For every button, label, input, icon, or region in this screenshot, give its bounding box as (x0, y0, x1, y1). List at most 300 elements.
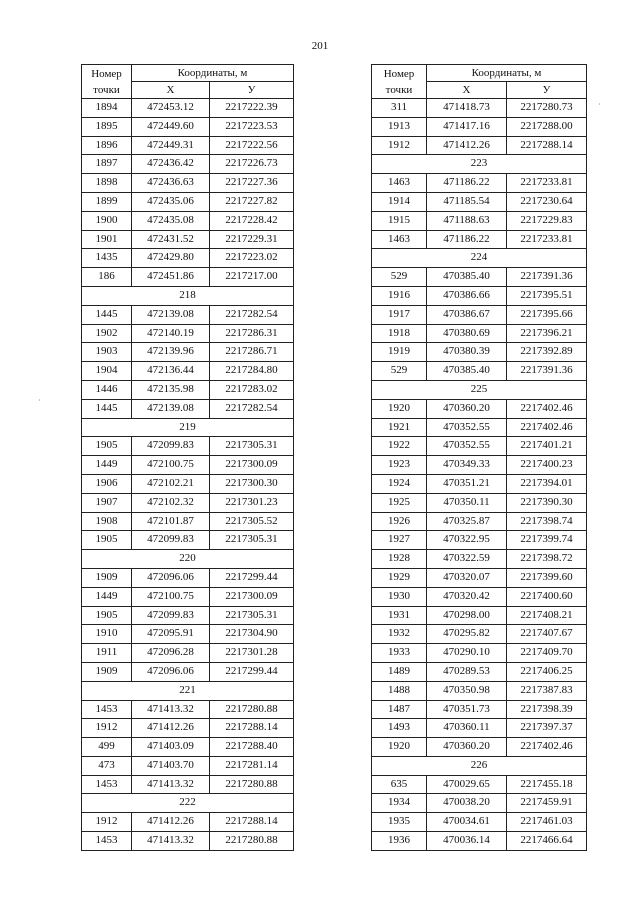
table-row (82, 211, 294, 230)
table-row (372, 531, 587, 550)
y-coordinate-cell: 2217397.37 (507, 719, 587, 738)
point-number-cell: 1907 (82, 493, 132, 512)
y-coordinate-cell: 2217407.67 (507, 625, 587, 644)
x-coordinate-cell: 472139.08 (132, 305, 210, 324)
x-coordinate-cell: 470352.55 (427, 418, 507, 437)
x-coordinate-cell: 471188.63 (427, 211, 507, 230)
point-number-cell: 1894 (82, 99, 132, 118)
table-row (82, 474, 294, 493)
x-coordinate-cell: 472453.12 (132, 99, 210, 118)
point-number-header (372, 65, 427, 99)
y-header: У (210, 82, 294, 99)
y-coordinate-cell: 2217305.52 (210, 512, 294, 531)
x-coordinate-cell: 470386.67 (427, 305, 507, 324)
scan-speck: · (38, 396, 41, 405)
table-row (82, 249, 294, 268)
table-row (82, 362, 294, 381)
y-coordinate-cell: 2217283.02 (210, 380, 294, 399)
y-coordinate-cell: 2217282.54 (210, 399, 294, 418)
y-coordinate-cell: 2217394.01 (507, 474, 587, 493)
x-coordinate-cell: 472451.86 (132, 268, 210, 287)
point-number-cell: 1489 (372, 662, 427, 681)
table-row (372, 456, 587, 475)
table-row (372, 493, 587, 512)
table-row (82, 644, 294, 663)
y-coordinate-cell: 2217284.80 (210, 362, 294, 381)
point-number-cell: 1932 (372, 625, 427, 644)
y-coordinate-cell: 2217401.21 (507, 437, 587, 456)
x-coordinate-cell: 470029.65 (427, 775, 507, 794)
y-coordinate-cell: 2217399.74 (507, 531, 587, 550)
x-coordinate-cell: 470351.21 (427, 474, 507, 493)
table-row (372, 832, 587, 851)
x-coordinate-cell: 472100.75 (132, 456, 210, 475)
point-number-cell: 1902 (82, 324, 132, 343)
section-row (82, 418, 294, 437)
table-row (372, 813, 587, 832)
section-row (82, 286, 294, 305)
point-number-cell: 1449 (82, 587, 132, 606)
point-number-cell: 1920 (372, 399, 427, 418)
point-number-cell: 1445 (82, 305, 132, 324)
y-coordinate-cell: 2217288.00 (507, 117, 587, 136)
y-coordinate-cell: 2217398.72 (507, 550, 587, 569)
table-row (82, 324, 294, 343)
y-coordinate-cell: 2217400.60 (507, 587, 587, 606)
point-number-cell: 1901 (82, 230, 132, 249)
section-label: 226 (372, 756, 587, 775)
table-row (82, 775, 294, 794)
section-row (372, 155, 587, 174)
x-coordinate-cell: 472101.87 (132, 512, 210, 531)
coordinates-header: Координаты, м (427, 65, 587, 82)
x-coordinate-cell: 470036.14 (427, 832, 507, 851)
x-coordinate-cell: 471412.26 (132, 719, 210, 738)
table-row (82, 305, 294, 324)
x-coordinate-cell: 472136.44 (132, 362, 210, 381)
x-coordinate-cell: 472102.21 (132, 474, 210, 493)
table-row (82, 456, 294, 475)
x-header: X (427, 82, 507, 99)
point-number-header-line1: Номер (91, 67, 122, 80)
table-row (82, 192, 294, 211)
y-coordinate-cell: 2217387.83 (507, 681, 587, 700)
y-coordinate-cell: 2217230.64 (507, 192, 587, 211)
table-row (82, 587, 294, 606)
x-coordinate-cell: 470360.20 (427, 738, 507, 757)
point-number-cell: 1914 (372, 192, 427, 211)
table-row (372, 606, 587, 625)
y-coordinate-cell: 2217305.31 (210, 606, 294, 625)
x-coordinate-cell: 471403.09 (132, 738, 210, 757)
table-row (372, 230, 587, 249)
table-row (372, 174, 587, 193)
y-coordinate-cell: 2217280.88 (210, 775, 294, 794)
point-number-cell: 1912 (82, 719, 132, 738)
section-label: 220 (82, 550, 294, 569)
table-row (372, 738, 587, 757)
point-number-cell: 1933 (372, 644, 427, 663)
x-coordinate-cell: 472135.98 (132, 380, 210, 399)
y-coordinate-cell: 2217281.14 (210, 756, 294, 775)
y-header: У (507, 82, 587, 99)
y-coordinate-cell: 2217288.14 (210, 813, 294, 832)
x-coordinate-cell: 471185.54 (427, 192, 507, 211)
point-number-cell: 1929 (372, 568, 427, 587)
table-row (372, 794, 587, 813)
x-coordinate-cell: 471403.70 (132, 756, 210, 775)
x-coordinate-cell: 472099.83 (132, 606, 210, 625)
table-row (82, 719, 294, 738)
table-row (82, 343, 294, 362)
table-row (82, 117, 294, 136)
y-coordinate-cell: 2217395.66 (507, 305, 587, 324)
point-number-cell: 1463 (372, 174, 427, 193)
point-number-cell: 1453 (82, 775, 132, 794)
section-label: 222 (82, 794, 294, 813)
x-coordinate-cell: 470350.98 (427, 681, 507, 700)
table-row (82, 756, 294, 775)
table-row (82, 512, 294, 531)
x-coordinate-cell: 470386.66 (427, 286, 507, 305)
table-row (82, 813, 294, 832)
y-coordinate-cell: 2217222.56 (210, 136, 294, 155)
x-coordinate-cell: 472431.52 (132, 230, 210, 249)
x-coordinate-cell: 471413.32 (132, 700, 210, 719)
y-coordinate-cell: 2217286.71 (210, 343, 294, 362)
point-number-cell: 1931 (372, 606, 427, 625)
point-number-cell: 1895 (82, 117, 132, 136)
x-coordinate-cell: 472099.83 (132, 437, 210, 456)
x-coordinate-cell: 470325.87 (427, 512, 507, 531)
section-label: 223 (372, 155, 587, 174)
point-number-cell: 1435 (82, 249, 132, 268)
point-number-cell: 1896 (82, 136, 132, 155)
table-row (372, 644, 587, 663)
table-row (372, 474, 587, 493)
point-number-cell: 499 (82, 738, 132, 757)
table-row (82, 399, 294, 418)
table-row (372, 268, 587, 287)
table-row (372, 418, 587, 437)
table-row (372, 719, 587, 738)
y-coordinate-cell: 2217459.91 (507, 794, 587, 813)
x-coordinate-cell: 472096.06 (132, 662, 210, 681)
table-row (372, 211, 587, 230)
table-row (82, 531, 294, 550)
point-number-cell: 1912 (82, 813, 132, 832)
table-header-row (372, 65, 587, 82)
table-row (82, 174, 294, 193)
table-row (372, 775, 587, 794)
table-row (372, 192, 587, 211)
y-coordinate-cell: 2217395.51 (507, 286, 587, 305)
point-number-cell: 1920 (372, 738, 427, 757)
table-row (372, 681, 587, 700)
x-coordinate-cell: 472436.63 (132, 174, 210, 193)
point-number-cell: 1928 (372, 550, 427, 569)
table-row (82, 230, 294, 249)
table-row (82, 99, 294, 118)
x-coordinate-cell: 471186.22 (427, 174, 507, 193)
point-number-cell: 1927 (372, 531, 427, 550)
y-coordinate-cell: 2217229.83 (507, 211, 587, 230)
section-row (372, 380, 587, 399)
y-coordinate-cell: 2217288.14 (507, 136, 587, 155)
y-coordinate-cell: 2217300.09 (210, 456, 294, 475)
point-number-cell: 1930 (372, 587, 427, 606)
x-coordinate-cell: 470349.33 (427, 456, 507, 475)
y-coordinate-cell: 2217223.02 (210, 249, 294, 268)
point-number-cell: 1935 (372, 813, 427, 832)
x-coordinate-cell: 471417.16 (427, 117, 507, 136)
coordinates-table-right (371, 64, 587, 851)
table-row (82, 738, 294, 757)
table-row (82, 568, 294, 587)
point-number-cell: 529 (372, 362, 427, 381)
x-coordinate-cell: 470034.61 (427, 813, 507, 832)
point-number-cell: 1900 (82, 211, 132, 230)
x-coordinate-cell: 470385.40 (427, 268, 507, 287)
table-row (82, 832, 294, 851)
x-coordinate-cell: 470320.07 (427, 568, 507, 587)
y-coordinate-cell: 2217233.81 (507, 230, 587, 249)
table-row (82, 625, 294, 644)
table-header-row (82, 65, 294, 82)
point-number-header-line1: Номер (383, 67, 415, 80)
point-number-cell: 1916 (372, 286, 427, 305)
table-row (372, 343, 587, 362)
x-coordinate-cell: 470290.10 (427, 644, 507, 663)
point-number-cell: 1908 (82, 512, 132, 531)
x-coordinate-cell: 471413.32 (132, 775, 210, 794)
section-row (372, 756, 587, 775)
table-row (372, 324, 587, 343)
x-coordinate-cell: 470320.42 (427, 587, 507, 606)
y-coordinate-cell: 2217391.36 (507, 362, 587, 381)
point-number-cell: 1898 (82, 174, 132, 193)
point-number-cell: 1919 (372, 343, 427, 362)
section-label: 225 (372, 380, 587, 399)
table-row (82, 155, 294, 174)
x-coordinate-cell: 470380.69 (427, 324, 507, 343)
point-number-cell: 1924 (372, 474, 427, 493)
point-number-cell: 1897 (82, 155, 132, 174)
section-label: 218 (82, 286, 294, 305)
x-coordinate-cell: 472436.42 (132, 155, 210, 174)
point-number-cell: 1936 (372, 832, 427, 851)
y-coordinate-cell: 2217223.53 (210, 117, 294, 136)
x-coordinate-cell: 472102.32 (132, 493, 210, 512)
y-coordinate-cell: 2217280.73 (507, 99, 587, 118)
point-number-cell: 1921 (372, 418, 427, 437)
y-coordinate-cell: 2217301.23 (210, 493, 294, 512)
x-header: X (132, 82, 210, 99)
y-coordinate-cell: 2217222.39 (210, 99, 294, 118)
y-coordinate-cell: 2217466.64 (507, 832, 587, 851)
point-number-cell: 1463 (372, 230, 427, 249)
table-row (372, 550, 587, 569)
table-row (82, 437, 294, 456)
table-row (372, 286, 587, 305)
table-row (372, 136, 587, 155)
x-coordinate-cell: 471418.73 (427, 99, 507, 118)
point-number-cell: 1446 (82, 380, 132, 399)
section-row (372, 249, 587, 268)
scan-speck: · (598, 100, 601, 109)
y-coordinate-cell: 2217288.14 (210, 719, 294, 738)
y-coordinate-cell: 2217286.31 (210, 324, 294, 343)
section-label: 219 (82, 418, 294, 437)
y-coordinate-cell: 2217399.60 (507, 568, 587, 587)
point-number-cell: 1493 (372, 719, 427, 738)
y-coordinate-cell: 2217300.09 (210, 587, 294, 606)
x-coordinate-cell: 471413.32 (132, 832, 210, 851)
x-coordinate-cell: 472100.75 (132, 587, 210, 606)
point-number-cell: 1487 (372, 700, 427, 719)
point-number-cell: 1909 (82, 662, 132, 681)
y-coordinate-cell: 2217390.30 (507, 493, 587, 512)
y-coordinate-cell: 2217396.21 (507, 324, 587, 343)
x-coordinate-cell: 472429.80 (132, 249, 210, 268)
y-coordinate-cell: 2217228.42 (210, 211, 294, 230)
y-coordinate-cell: 2217227.36 (210, 174, 294, 193)
y-coordinate-cell: 2217391.36 (507, 268, 587, 287)
table-row (82, 493, 294, 512)
point-number-cell: 1926 (372, 512, 427, 531)
point-number-cell: 1923 (372, 456, 427, 475)
x-coordinate-cell: 472435.08 (132, 211, 210, 230)
table-row (372, 305, 587, 324)
x-coordinate-cell: 472449.31 (132, 136, 210, 155)
point-number-cell: 1909 (82, 568, 132, 587)
point-number-cell: 1917 (372, 305, 427, 324)
coordinates-table-left (81, 64, 294, 851)
point-number-cell: 1445 (82, 399, 132, 418)
x-coordinate-cell: 470380.39 (427, 343, 507, 362)
point-number-cell: 473 (82, 756, 132, 775)
point-number-cell: 1905 (82, 437, 132, 456)
y-coordinate-cell: 2217299.44 (210, 568, 294, 587)
point-number-cell: 1899 (82, 192, 132, 211)
table-row (82, 136, 294, 155)
section-label: 224 (372, 249, 587, 268)
x-coordinate-cell: 470360.20 (427, 399, 507, 418)
y-coordinate-cell: 2217288.40 (210, 738, 294, 757)
x-coordinate-cell: 470350.11 (427, 493, 507, 512)
table-row (372, 437, 587, 456)
x-coordinate-cell: 471186.22 (427, 230, 507, 249)
point-number-cell: 1905 (82, 531, 132, 550)
section-label: 221 (82, 681, 294, 700)
table-row (372, 399, 587, 418)
y-coordinate-cell: 2217402.46 (507, 418, 587, 437)
section-row (82, 794, 294, 813)
x-coordinate-cell: 472096.28 (132, 644, 210, 663)
point-number-cell: 1925 (372, 493, 427, 512)
page-number: 201 (311, 40, 329, 52)
x-coordinate-cell: 470038.20 (427, 794, 507, 813)
section-row (82, 550, 294, 569)
x-coordinate-cell: 472096.06 (132, 568, 210, 587)
point-number-header (82, 65, 132, 99)
x-coordinate-cell: 470322.59 (427, 550, 507, 569)
point-number-header-line2: точки (93, 83, 120, 96)
x-coordinate-cell: 470351.73 (427, 700, 507, 719)
x-coordinate-cell: 470298.00 (427, 606, 507, 625)
y-coordinate-cell: 2217226.73 (210, 155, 294, 174)
x-coordinate-cell: 472435.06 (132, 192, 210, 211)
point-number-cell: 635 (372, 775, 427, 794)
point-number-cell: 1903 (82, 343, 132, 362)
table-row (372, 117, 587, 136)
y-coordinate-cell: 2217301.28 (210, 644, 294, 663)
y-coordinate-cell: 2217402.46 (507, 738, 587, 757)
x-coordinate-cell: 470385.40 (427, 362, 507, 381)
x-coordinate-cell: 470360.11 (427, 719, 507, 738)
point-number-cell: 1910 (82, 625, 132, 644)
point-number-cell: 1911 (82, 644, 132, 663)
x-coordinate-cell: 470352.55 (427, 437, 507, 456)
table-row (372, 568, 587, 587)
x-coordinate-cell: 470322.95 (427, 531, 507, 550)
table-row (82, 268, 294, 287)
x-coordinate-cell: 471412.26 (132, 813, 210, 832)
y-coordinate-cell: 2217299.44 (210, 662, 294, 681)
x-coordinate-cell: 471412.26 (427, 136, 507, 155)
y-coordinate-cell: 2217280.88 (210, 700, 294, 719)
table-row (372, 512, 587, 531)
table-row (82, 606, 294, 625)
y-coordinate-cell: 2217455.18 (507, 775, 587, 794)
x-coordinate-cell: 472139.96 (132, 343, 210, 362)
y-coordinate-cell: 2217233.81 (507, 174, 587, 193)
point-number-cell: 1906 (82, 474, 132, 493)
y-coordinate-cell: 2217282.54 (210, 305, 294, 324)
point-number-cell: 1934 (372, 794, 427, 813)
y-coordinate-cell: 2217304.90 (210, 625, 294, 644)
y-coordinate-cell: 2217280.88 (210, 832, 294, 851)
y-coordinate-cell: 2217227.82 (210, 192, 294, 211)
x-coordinate-cell: 472140.19 (132, 324, 210, 343)
table-row (372, 700, 587, 719)
table-row (372, 625, 587, 644)
table-row (372, 587, 587, 606)
point-number-cell: 1912 (372, 136, 427, 155)
point-number-cell: 1913 (372, 117, 427, 136)
point-number-cell: 1922 (372, 437, 427, 456)
coordinates-header: Координаты, м (132, 65, 294, 82)
point-number-cell: 529 (372, 268, 427, 287)
y-coordinate-cell: 2217400.23 (507, 456, 587, 475)
point-number-cell: 1915 (372, 211, 427, 230)
y-coordinate-cell: 2217461.03 (507, 813, 587, 832)
section-row (82, 681, 294, 700)
y-coordinate-cell: 2217402.46 (507, 399, 587, 418)
point-number-cell: 186 (82, 268, 132, 287)
y-coordinate-cell: 2217217.00 (210, 268, 294, 287)
y-coordinate-cell: 2217409.70 (507, 644, 587, 663)
point-number-cell: 1453 (82, 832, 132, 851)
point-number-cell: 1918 (372, 324, 427, 343)
x-coordinate-cell: 472449.60 (132, 117, 210, 136)
point-number-cell: 1488 (372, 681, 427, 700)
y-coordinate-cell: 2217406.25 (507, 662, 587, 681)
x-coordinate-cell: 472139.08 (132, 399, 210, 418)
table-row (372, 662, 587, 681)
x-coordinate-cell: 470295.82 (427, 625, 507, 644)
point-number-cell: 311 (372, 99, 427, 118)
